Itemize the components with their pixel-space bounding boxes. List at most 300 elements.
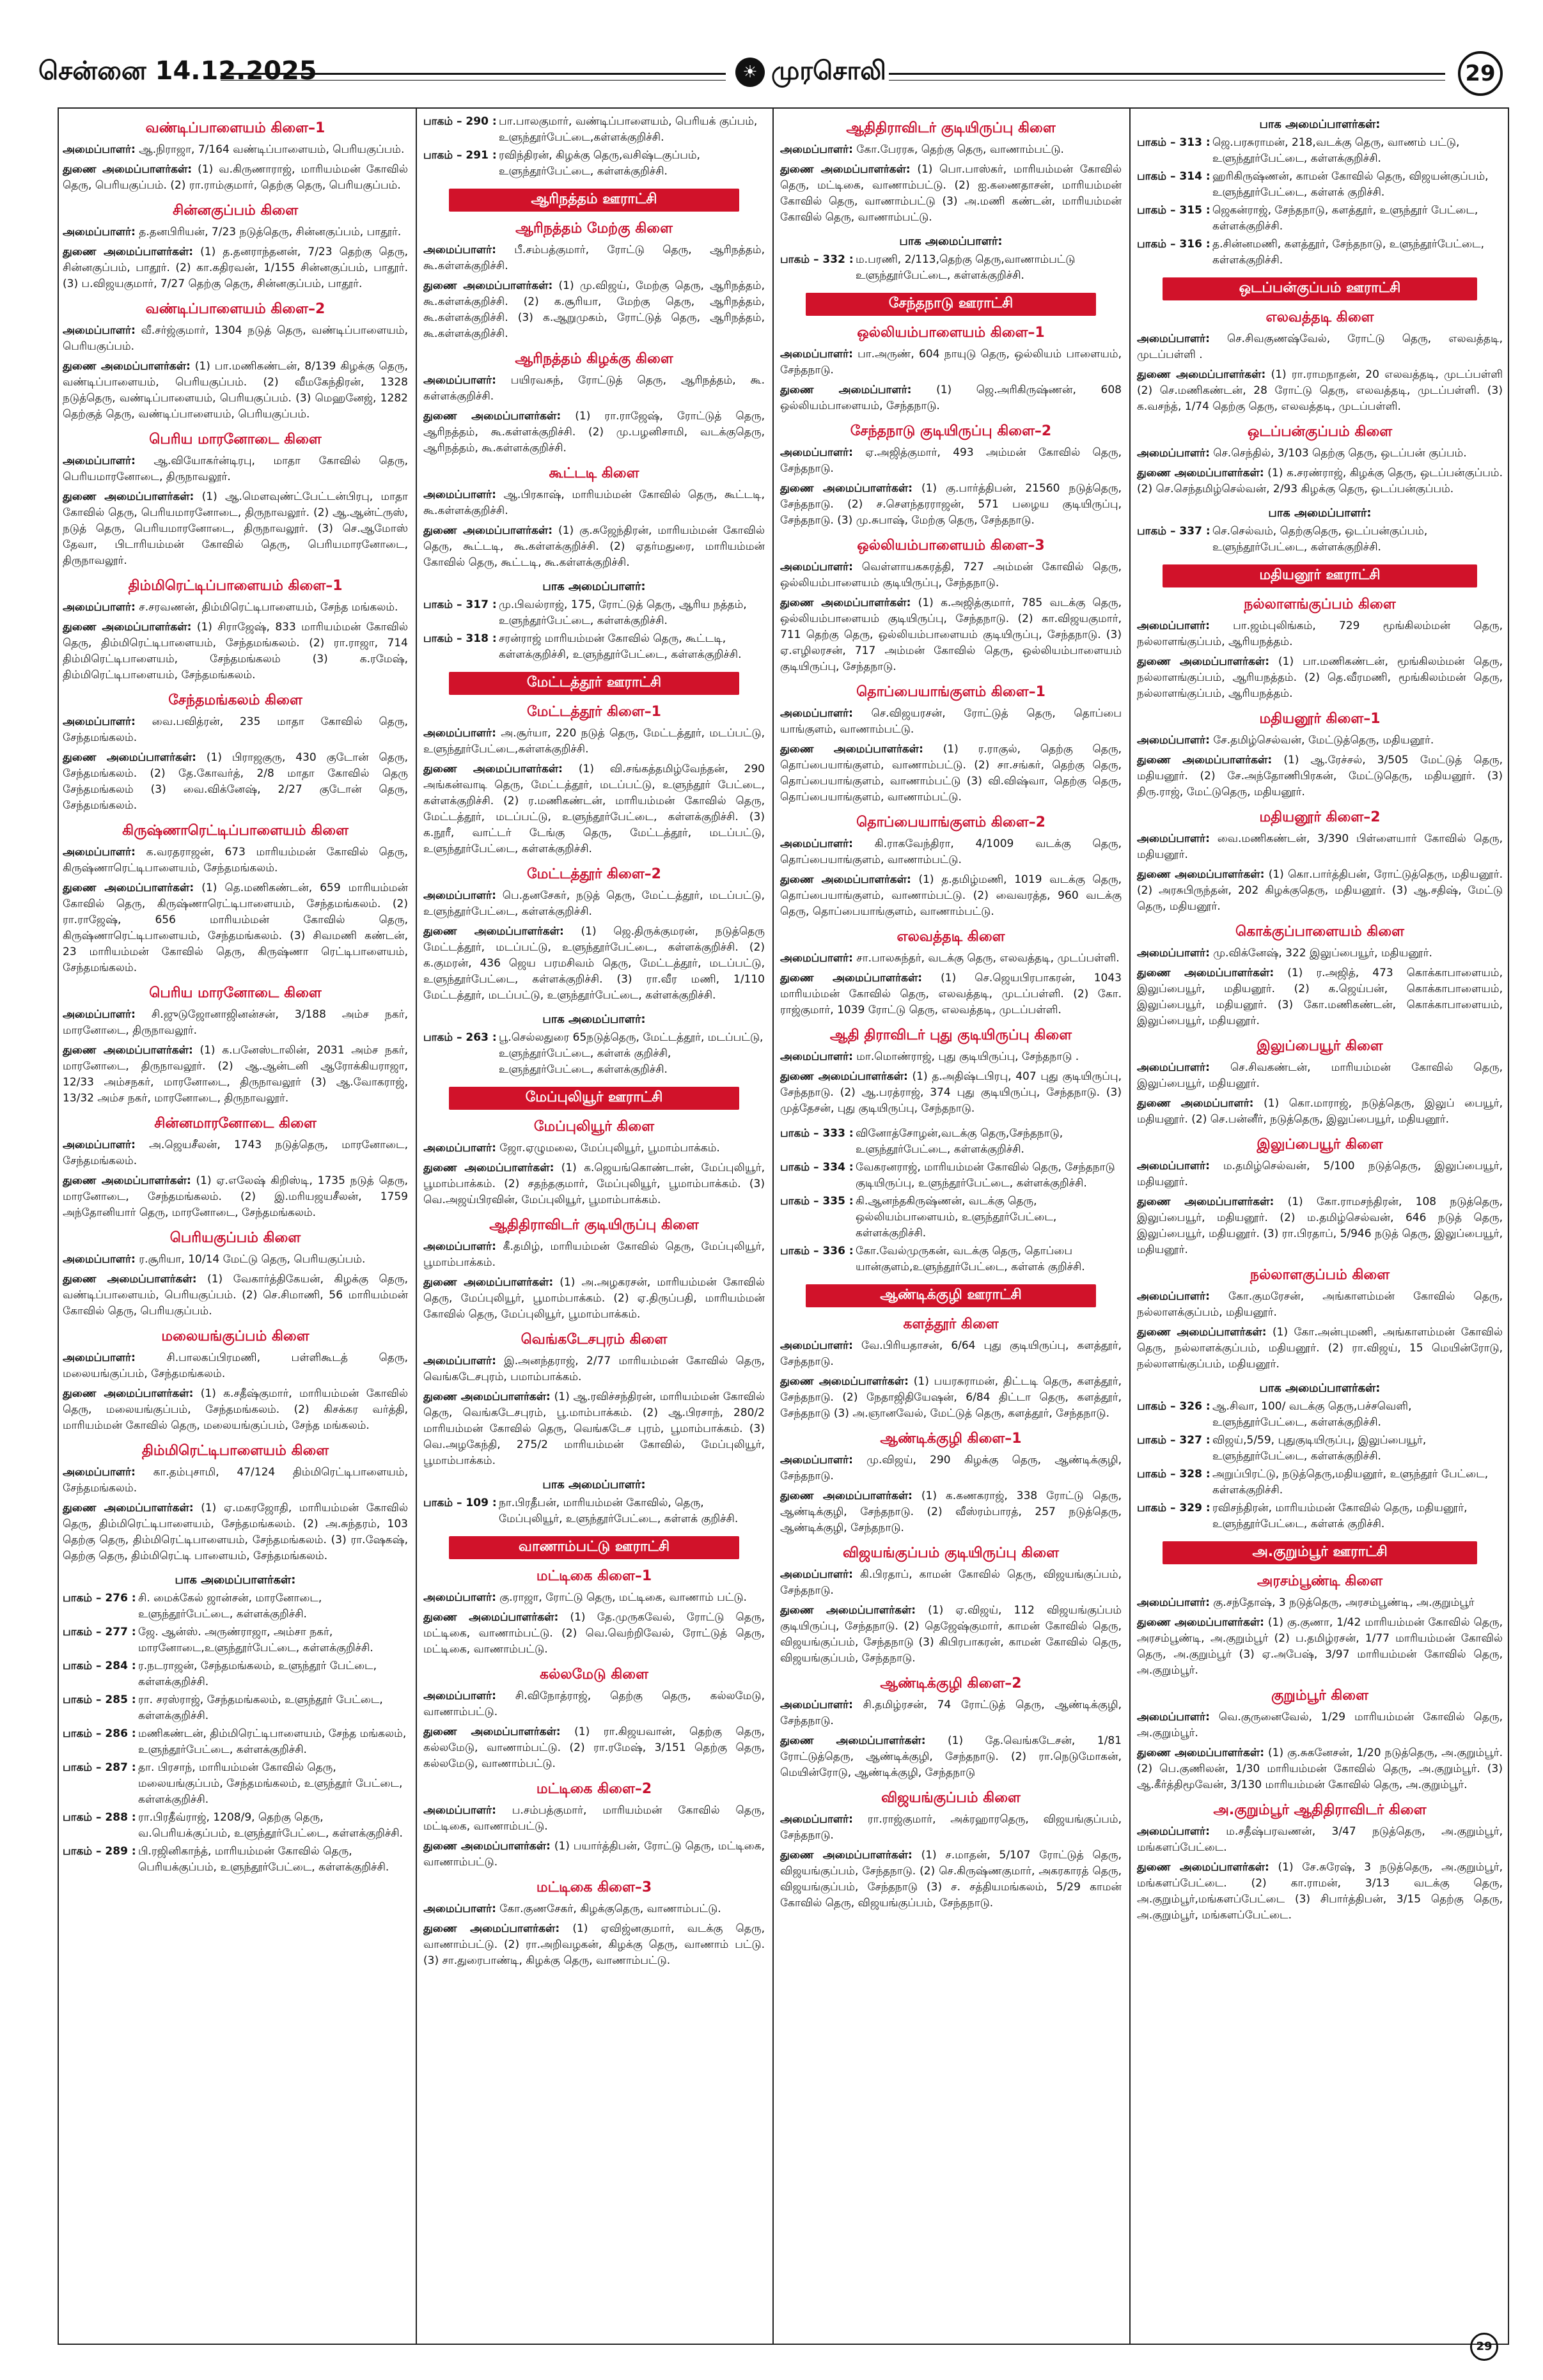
role-label: அமைப்பாளர்: [63, 1351, 136, 1364]
member-details: (1) தே.முருகவேல், ரோட்டு தெரு, மட்டிகை, வாணாம்பட்டு. (2) வெ.வெற்றிவேல், ரோட்டுத் தெரு, மட்டிகை, வாணாம்பட்டு. [423, 1611, 765, 1656]
member-details: (1) ரா.ராஜேஷ், ரோட்டுத் தெரு, ஆரிநத்தம், கூ.கள்ளக்குறிச்சி. (2) மு.பழனிசாமி, வடக்குதெரு, ஆரிநத்தம், கூ.கள்ளக்குறிச்சி. [423, 410, 765, 455]
branch-section [780, 684, 1122, 805]
office-bearer-entry [63, 489, 408, 569]
booth-row [63, 1760, 408, 1808]
office-bearer-entry [1137, 1158, 1503, 1190]
member-details: (1) பா.மணிகண்டன், 8/139 கிழக்கு தெரு, வண்டிப்பாளையம், பெரியகுப்பம். (2) வீமகேந்திரன், 1328 நடுத்தெரு, வண்டிப்பாளையம், பெரியகுப்பம். (3) மெஹனேஜ், 1282 தெற்குத் தெரு, வண்டிப்பாளையம், பெரியகுப்பம். [63, 360, 408, 421]
role-label: அமைப்பாளர்: [1137, 619, 1210, 632]
branch-section [423, 465, 765, 571]
page-number: 29 [1458, 51, 1503, 96]
office-bearer-entry [423, 1610, 765, 1658]
member-details: (1) ஜெ.அரிகிருஷ்ணன், 608 ஒல்லியம்பாளையம், சேந்தநாடு. [780, 384, 1122, 412]
office-bearer-entry [780, 445, 1122, 477]
booth-member: கோ.வேல்முருகன், வடக்கு தெரு, தொப்பை யான்குளம்,உளுந்தூர்பேட்டை, கள்ளக் குறிச்சி. [856, 1245, 1085, 1273]
branch-title: ஒல்லியம்பாளையம் கிளை–3 [857, 538, 1045, 554]
member-details: வெள்ளாயகசுரத்தி, 727 அம்மன் கோவில் தெரு, ஒல்லியம்பாளையம் குடியிருப்பு, சேந்தநாடு. [780, 561, 1122, 589]
branch-section [1137, 809, 1503, 915]
branch-section [423, 672, 765, 695]
booth-number: பாகம் – 316 : [1137, 238, 1210, 251]
branch-section [423, 1087, 765, 1110]
role-label: அமைப்பாளர்: [1137, 1711, 1210, 1723]
office-bearer-entry [423, 1921, 765, 1969]
member-details: ஜோ.ஏழுமலை, மேப்புலியூர், பூமாம்பாக்கம். [499, 1142, 720, 1155]
branch-title: ஆதிதிராவிடர் குடியிருப்பு கிளை [489, 1217, 699, 1233]
branch-section [1137, 1381, 1503, 1532]
member-details: (1) பயரசுராமன், திட்டடி தெரு, களத்தூர், சேந்தநாடு. (2) நேதாஜிதியேஷன், 6/84 திட்டா தெரு, களத்தூர், சேந்தநாடு (3) அ.ஞானவேல், மேட்டுத் தெரு, களத்தூர், சேந்தநாடு. [780, 1375, 1122, 1420]
role-label: துணை அமைப்பாளர்கள்: [780, 972, 923, 984]
role-label: அமைப்பாளர்: [1137, 447, 1210, 460]
booth-number: பாகம் – 332 : [780, 253, 854, 266]
branch-section [63, 203, 408, 292]
office-bearer-entry [63, 750, 408, 814]
member-details: (1) ர.அஜித், 473 கொக்காபாளையம், இலுப்பையூர், மதியனூர். (2) க.ஜெய்பன், கொக்காபாளையம், இலுப்பையூர், மதியனூர். (3) கோ.மணிகண்டன், கொக்காபாளையம், இலுப்பையூர், மதியனூர். [1137, 967, 1503, 1027]
role-label: அமைப்பாளர்: [780, 837, 853, 850]
office-bearer-entry [63, 142, 408, 158]
booth-row [780, 1126, 1122, 1158]
branch-section [1137, 118, 1503, 268]
branch-title: ஒல்லியம்பாளையம் கிளை–1 [857, 325, 1045, 341]
booth-number: பாகம் – 328 : [1137, 1468, 1210, 1481]
booth-number: பாகம் – 291 : [423, 149, 497, 162]
office-bearer-entry [423, 888, 765, 920]
office-bearer-entry [63, 1465, 408, 1497]
booth-member: பூ.செல்லதுரை 65நடுத்தெரு, மேட்டத்தூர், மடப்பட்டு, உளுந்தூர்பேட்டை, கள்ளக் குறிச்சி, உளுந்தூர்பேட்டை, கள்ளக்குறிச்சி. [499, 1031, 764, 1076]
member-details: செ.சிவகுணஷ்வேல், ரோட்டு தெரு, எலவத்தடி, முடப்பள்ளி . [1137, 332, 1503, 361]
member-details: (1) ஏ.விஜய், 112 விஜயங்குப்பம் குடியிருப்பு, சேந்தநாடு. (2) தெஜேஷ்குமார், காமன் கோவில் தெரு, விஜயங்குப்பம், சேந்தநாடு (3) கிபிரபாகரன், காமன் கோவில் தெரு, விஜயங்குப்பம், சேந்தநாடு. [780, 1604, 1122, 1665]
office-bearer-entry [63, 1350, 408, 1382]
member-details: (1) செ.ஜெயபிரபாகரன், 1043 மாரியம்மன் கோவில் தெரு, எலவத்தடி, முடப்பள்ளி. (2) கோ. ராஜ்குமார், 1039 ரோட்டு தெரு, எலவத்தடி, முடப்பள்ளி. [780, 972, 1122, 1016]
member-details: (1) கு.பார்த்திபன், 21560 நடுத்தெரு, சேந்தநாடு. (2) ச.செளந்தரராஜன், 571 பழைய குடியிருப்பு, சேந்தநாடு. (3) மு.சுபாஷ், மேற்கு தெரு, சேந்தநாடு. [780, 482, 1122, 527]
branch-title: விஜயங்குப்பம் குடியிருப்பு கிளை [842, 1545, 1060, 1561]
branch-section [63, 1328, 408, 1434]
booth-section-heading: பாக அமைப்பாளர்கள்: [175, 1573, 296, 1587]
branch-title: ஆண்டிக்குழி கிளை–1 [880, 1431, 1022, 1447]
branch-section [63, 985, 408, 1107]
role-label: துணை அமைப்பாளர்கள்: [780, 743, 923, 756]
branch-section [780, 1126, 1122, 1275]
role-label: துணை அமைப்பாளர்கள்: [1137, 368, 1266, 381]
office-bearer-entry [1137, 831, 1503, 863]
member-details: சி.பாலகப்பிரமணி, பள்ளிகூடத் தெரு, மலையங்குப்பம், சேந்தமங்கலம். [63, 1351, 408, 1380]
role-label: துணை அமைப்பாளர்கள்: [1137, 967, 1274, 979]
member-details: (1) த.அதிஷ்டபிரபு, 407 புது குடியிருப்பு, சேந்தநாடு. (2) ஆ.பரத்ராஜ், 374 புது குடியிருப்பு, சேந்தநாடு. (3) முத்தேசன், புது குடியிருப்பு, சேந்தநாடு. [780, 1070, 1122, 1115]
branch-title: கல்லமேடு கிளை [540, 1667, 648, 1683]
branch-section [63, 432, 408, 569]
office-bearer-entry [780, 1847, 1122, 1911]
office-bearer-entry [63, 1137, 408, 1169]
member-details: செ.விஜயரசன், ரோட்டுத் தெரு, தொப்பை யாங்குளம், வாணாம்பட்டு. [780, 707, 1122, 736]
booth-member: ரவிந்திரன், கிழக்கு தெரு,வசிஷ்டகுப்பம், உளுந்தூர்பேட்டை, கள்ளக்குறிச்சி. [499, 149, 700, 178]
booth-number: பாகம் – 289 : [63, 1845, 136, 1858]
booth-member: சரன்ராஜ் மாரியம்மன் கோவில் தெரு, கூட்டடி, கள்ளக்குறிச்சி, உளுந்தூர்பேட்டை, கள்ளக்குறிச்சி. [499, 632, 742, 661]
office-bearer-entry [1137, 1615, 1503, 1679]
office-bearer-entry [63, 224, 408, 240]
branch-section [1137, 1573, 1503, 1679]
role-label: அமைப்பாளர்: [1137, 1290, 1210, 1303]
booth-row [423, 1030, 765, 1078]
booth-number: பாகம் – 314 : [1137, 170, 1210, 183]
member-details: க.வரதராஜன், 673 மாரியம்மன் கோவில் தெரு, கிருஷ்ணாரெட்டிபாளையம், சேந்தமங்கலம். [63, 846, 408, 875]
member-details: சி.விநோத்ராஜ், தெற்கு தெரு, கல்லமேடு, வாணாம்பட்டு. [423, 1690, 765, 1718]
branch-section [423, 114, 765, 180]
branch-title: அரசம்பூண்டி கிளை [1257, 1573, 1383, 1589]
branch-title: மேட்டத்தூர் கிளை–1 [526, 704, 661, 720]
office-bearer-entry [63, 880, 408, 976]
office-bearer-entry [780, 872, 1122, 920]
member-details: (1) தெ.மணிகண்டன், 659 மாரியம்மன் கோவில் தெரு, கிருஷ்ணாரெட்டிபாளையம், சேந்தமங்கலம். (2) ரா.ராஜேஷ், 656 மாரியம்மன் கோவில் தெரு, கிருஷ்ணாரெட்டிபாளையம், சேந்தமங்கலம். (3) சிவமணி கண்டன், 23 மாரியம்மன் கோவில் தெரு, கிருஷ்ணா ரெட்டிபாளையம், சேந்தமங்கலம். [63, 882, 408, 974]
member-details: (1) கோ.ராமசந்திரன், 108 நடுத்தெரு, இலுப்பையூர், மதியனூர். (2) ம.தமிழ்செல்வன், 646 நடுத் தெரு, இலுப்பையூர், மதியனூர். (3) ரா.பிரதாப், 5/946 நடுத் தெரு, இலுப்பையூர், மதியனூர். [1137, 1195, 1503, 1256]
booth-number: பாகம் – 290 : [423, 115, 497, 128]
office-bearer-entry [1137, 618, 1503, 650]
branch-section [63, 1573, 408, 1876]
role-label: துணை அமைப்பாளர்: [780, 384, 912, 396]
member-details: (1) தே.வெங்கடேசன், 1/81 ரோட்டுத்தெரு, ஆண்டிக்குழி, சேந்தநாடு. (2) ரா.நெடுமோகன், மெயின்ரோடு, ஆண்டிக்குழி, சேந்தநாடு [780, 1734, 1122, 1779]
booth-row [1137, 524, 1503, 556]
role-label: துணை அமைப்பாளர்கள்: [423, 1922, 560, 1935]
member-details: (1) கொ.பார்த்திபன், ரோட்டுத்தெரு, மதியனூர். (2) அரசுபிருந்தன், 202 கிழக்குதெரு, மதியனூர். (3) ஆ.சதிஷ், மேட்டு தெரு, மதியனூர். [1137, 868, 1503, 913]
member-details: (1) க.ஜெயங்கொண்டான், மேப்புலியூர், பூமாம்பாக்கம். (2) சதந்தகுமார், மேப்புலியூர், பூமாம்பாக்கம். (3) வெ.அஜய்பிரவின், மேப்புலியூர், பூமாம்பாக்கம். [423, 1162, 765, 1206]
office-bearer-entry [780, 836, 1122, 868]
column-divider [1129, 107, 1131, 2345]
booth-section-heading: பாக அமைப்பாளர்: [1268, 506, 1372, 520]
panchayat-heading: ஆண்டிக்குழி ஊராட்சி [806, 1284, 1096, 1307]
booth-member: மு.பிவல்ராஜ், 175, ரோட்டுத் தெரு, ஆரிய நத்தம், உளுந்தூர்பேட்டை, கள்ளக்குறிச்சி. [499, 598, 747, 627]
branch-title: கிருஷ்ணாரெட்டிப்பாளையம் கிளை [122, 823, 349, 839]
paper-name [735, 56, 886, 89]
booth-row [1137, 203, 1503, 235]
branch-section [1137, 424, 1503, 497]
role-label: துணை அமைப்பாளர்கள்: [423, 1840, 551, 1853]
branch-title: வெங்கடேசபுரம் கிளை [521, 1332, 668, 1348]
column-1 [63, 114, 408, 2338]
booth-member: ர.நடராஜன், சேந்தமங்கலம், உளுந்தூர் பேட்டை, கள்ளக்குறிச்சி. [138, 1660, 377, 1688]
branch-section [63, 1116, 408, 1221]
role-label: துணை அமைப்பாளர்கள்: [780, 873, 911, 886]
office-bearer-entry [423, 1688, 765, 1720]
office-bearer-entry [63, 600, 408, 616]
branch-title: விஜயங்குப்பம் கிளை [881, 1790, 1021, 1806]
branch-title: கொக்குப்பாளையம் கிளை [1235, 924, 1404, 940]
branch-title: களத்தூர் கிளை [903, 1316, 999, 1332]
column-3 [780, 114, 1122, 2338]
role-label: துணை அமைப்பாளர்கள்: [780, 1489, 912, 1502]
role-label: அமைப்பாளர்: [423, 374, 496, 387]
member-details: கி.பிரதாப், காமன் கோவில் தெரு, விஜயங்குப்பம், சேந்தநாடு. [780, 1568, 1122, 1597]
branch-section [780, 423, 1122, 529]
office-bearer-entry [780, 970, 1122, 1018]
member-details: ப.சம்பத்குமார், மாரியம்மன் கோவில் தெரு, மட்டிகை, வாணாம்பட்டு. [423, 1804, 765, 1833]
role-label: துணை அமைப்பாளர்கள்: [780, 482, 913, 495]
booth-member: ஆ.சிவா, 100/ வடக்கு தெரு,பச்சவெளி, உளுந்தூர்பேட்டை, கள்ளக்குறிச்சி. [1212, 1400, 1412, 1429]
office-bearer-entry [780, 1069, 1122, 1117]
booth-section-heading: பாக அமைப்பாளர்: [899, 235, 1003, 248]
office-bearer-entry [780, 1812, 1122, 1844]
branch-section [780, 1316, 1122, 1422]
role-label: அமைப்பாளர்: [1137, 1825, 1210, 1838]
branch-section [423, 1217, 765, 1323]
office-bearer-entry [423, 1275, 765, 1323]
role-label: துணை அமைப்பாளர்கள்: [780, 1849, 912, 1862]
booth-number: பாகம் – 315 : [1137, 204, 1210, 217]
branch-section [63, 578, 408, 683]
role-label: அமைப்பாளர்: [423, 1902, 496, 1915]
member-details: வே.பிரியதாசன், 6/64 புது குடியிருப்பு, களத்தூர், சேந்தநாடு. [780, 1339, 1122, 1368]
office-bearer-entry [780, 1603, 1122, 1667]
role-label: அமைப்பாளர்: [1137, 1061, 1210, 1074]
branch-title: திம்மிரெட்டிப்பாளையம் கிளை–1 [128, 578, 343, 594]
member-details: கோ.குணசேகர், கிழக்குதெரு, வாணாம்பட்டு. [499, 1902, 721, 1915]
branch-section [423, 189, 765, 212]
member-details: (1) ச.மாதன், 5/107 ரோட்டுத் தெரு, விஜயங்குப்பம், சேந்தநாடு. (2) செ.கிருஷ்ணகுமார், அகரகாரத் தெரு, விஜயங்குப்பம், சேந்தநாடு (3) ச. சத்தியமங்கலம், 5/29 காமன் கோவில் தெரு, விஜயங்குப்பம், சேந்தநாடு. [780, 1849, 1122, 1909]
role-label: அமைப்பாளர்: [780, 446, 853, 459]
office-bearer-entry [780, 742, 1122, 805]
member-details: (1) ஆ.ரவிச்சந்திரன், மாரியம்மன் கோவில் தெரு, வெங்கடேசபுரம், பூ.மாம்பாக்கம். (2) ஆ.பிரசாந், 280/2 மாரியம்மன் கோவில் தெரு, வெங்கடேச புரம், பூமாம்பாக்கம். (3) வெ.அழகேந்தி, 275/2 மாரியம்மன் கோவில், மேப்புலியூர், பூமாம்பாக்கம். [423, 1390, 765, 1467]
member-details: (1) ர.ராகுல், தெற்கு தெரு, தொப்பையாங்குளம், வாணாம்பட்டு. (2) சா.சங்கர், தெற்கு தெரு, தொப்பையாங்குளம், வாணாம்பட்டு (3) வி.விஷ்வா, தெற்கு தெரு, தொப்பையாங்குளம், வாணாம்பட்டு. [780, 743, 1122, 804]
member-details: கீ.தமிழ், மாரியம்மன் கோவில் தெரு, மேப்புலியூர், பூமாம்பாக்கம். [423, 1240, 765, 1269]
role-label: அமைப்பாளர்: [1137, 1160, 1210, 1172]
member-details: (1) பிராஜகுரு, 430 குடோன் தெரு, சேந்தமங்கலம். (2) தே.கோவர்த், 2/8 மாதா கோவில் தெரு சேந்தமங்கலம் (3) வை.விக்னேஷ், 2/27 குடோன் தெரு, சேந்தமங்கலம். [63, 751, 408, 812]
booth-member: ரா.பிரதீவ்ராஜ், 1208/9, தெற்கு தெரு, வ.பெரியக்குப்பம், உளுந்தூர்பேட்டை, கள்ளக்குறிச்சி. [138, 1811, 403, 1840]
branch-section [780, 1676, 1122, 1781]
booth-row [423, 631, 765, 663]
office-bearer-entry [423, 242, 765, 274]
member-details: (1) ஏ.மகரஜோதி, மாரியம்மன் கோவில் தெரு, திம்மிரெட்டிபாளையம், சேந்தமங்கலம். (2) அ.சுந்தரம், 103 தெற்கு தெரு, திம்மிரெட்டிபாளையம், சேந்தமங்கலம். (3) ரா.ஷேகஷ், தெற்கு தெரு, திம்மிரெட்டி பாளையம், சேந்தமங்கலம். [63, 1502, 408, 1562]
role-label: அமைப்பாளர்: [63, 846, 136, 859]
booth-number: பாகம் – 288 : [63, 1811, 136, 1824]
booth-member: ஜெகன்ராஜ், சேந்தநாடு, களத்தூர், உளுந்தூர் பேட்டை, கள்ளக்குறிச்சி. [1212, 204, 1478, 233]
office-bearer-entry [423, 1901, 765, 1917]
member-details: வீ.சர்ஜ்குமார், 1304 நடுத் தெரு, வண்டிப்பாளையம், பெரியகுப்பம். [63, 324, 408, 353]
member-details: (1) கு.சுகனேசன், 1/20 நடுத்தெரு, அ.குறும்பூர். (2) பெ.குணிலன், 1/30 மாரியம்மன் கோவில் தெரு, அ.குறும்பூர். (3) ஆ.கீர்த்திமூவேன், 3/130 மாரியம்மன் கோவில் தெரு, அ.குறும்பூர். [1137, 1746, 1503, 1791]
office-bearer-entry [63, 619, 408, 683]
branch-section [780, 814, 1122, 920]
branch-title: வண்டிப்பாளையம் கிளை–2 [145, 301, 325, 317]
role-label: துணை அமைப்பாளர்கள்: [423, 1725, 561, 1738]
member-details: த.தனபிரியன், 7/23 நடுத்தெரு, சின்னகுப்பம், பாதூர். [139, 226, 402, 238]
member-details: (1) சே.சுரேஷ், 3 நடுத்தெரு, அ.குறும்பூர், மங்களப்பேட்டை. (2) கா.ராமன், 3/13 வடக்கு தெரு, அ.குறும்பூர்,மங்களப்பேட்டை (3) சிபார்த்திபன், 3/15 தெற்கு தெரு, அ.குறும்பூர், மங்களப்பேட்டை. [1137, 1861, 1503, 1922]
column-divider [416, 107, 417, 2345]
member-details: (1) வ.கிருணாராஜ், மாரியம்மன் கோவில் தெரு, பெரியகுப்பம். (2) ரா.ராம்குமார், தெற்கு தெரு, பெரியகுப்பம். [63, 163, 408, 192]
role-label: அமைப்பாளர்: [63, 1253, 136, 1266]
office-bearer-entry [1137, 1060, 1503, 1092]
role-label: துணை அமைப்பாளர்கள்: [423, 1162, 554, 1174]
booth-member: நா.பிரதீபன், மாரியம்மன் கோவில், தெரு, மேப்புலியூர், உளுந்தூர்பேட்டை, கள்ளக் குறிச்சி. [499, 1497, 739, 1525]
member-details: கு.சந்தோஷ், 3 நடுத்தெரு, அரசம்பூண்டி, அ.குறும்பூர் [1213, 1596, 1475, 1609]
panchayat-heading: ஆரிநத்தம் ஊராட்சி [449, 189, 739, 212]
booth-row [63, 1726, 408, 1758]
branch-title: எலவத்தடி கிளை [1265, 309, 1374, 325]
office-bearer-entry [63, 1007, 408, 1039]
office-bearer-entry [1137, 1745, 1503, 1793]
branch-section [1137, 564, 1503, 587]
branch-section [1137, 596, 1503, 702]
booth-member: வேகரனராஜ், மாரியம்மன் கோவில் தெரு, சேந்தநாடு குடியிருப்பு, உளுந்தூர்பேட்டை, கள்ளக்குறிச்சி. [856, 1161, 1115, 1190]
branch-section [423, 1478, 765, 1527]
member-details: ச.சரவணன், திம்மிரெட்டிபாளையம், சேந்த மங்கலம். [139, 601, 398, 614]
office-bearer-entry [63, 359, 408, 423]
branch-title: நல்லாளங்குப்பம் கிளை [1244, 596, 1396, 612]
role-label: துணை அமைப்பாளர்கள்: [63, 751, 196, 764]
role-label: துணை அமைப்பாளர்கள்: [423, 1276, 554, 1289]
booth-number: பாகம் – 326 : [1137, 1400, 1210, 1413]
member-details: சி.ஜுடுஜோனாஜினன்சன், 3/188 அம்ச நகர், மாரனோடை, திருநாவலூர். [63, 1008, 408, 1037]
member-details: (1) க.சரண்ராஜ், கிழக்கு தெரு, ஒடப்பன்குப்பம். (2) செ.செந்தமிழ்செல்வன், 2/93 கிழக்கு தெரு, ஒடப்பன்குப்பம். [1137, 467, 1503, 495]
member-details: (1) சிராஜேஷ், 833 மாரியம்மன் கோவில் தெரு, திம்மிரெட்டிபாளையம், சேந்தமங்கலம். (2) ரா.ராஜா, 714 திம்மிரெட்டிபாளையம், சேந்தமங்கலம் (3) க.ரமேஷ், திம்மிரெட்டிபாளையம், சேந்தமங்கலம். [63, 621, 408, 681]
booth-number: பாகம் – 327 : [1137, 1434, 1210, 1447]
branch-section [780, 1790, 1122, 1911]
booth-member: ரா. சரஸ்ராஜ், சேந்தமங்கலம், உளுந்தூர் பேட்டை, கள்ளக்குறிச்சி. [138, 1693, 383, 1722]
office-bearer-entry [63, 714, 408, 746]
branch-section [423, 580, 765, 663]
role-label: துணை அமைப்பாளர்கள்: [63, 1387, 194, 1400]
member-details: ம.தமிழ்செல்வன், 5/100 நடுத்தெரு, இலுப்பையூர், மதியனூர். [1137, 1160, 1503, 1188]
role-label: அமைப்பாளர்: [780, 952, 853, 965]
member-details: கு.ராஜா, ரோட்டு தெரு, மட்டிகை, வாணாம் பட்டு. [499, 1591, 747, 1604]
office-bearer-entry [63, 323, 408, 355]
branch-title: சின்னமாரனோடை கிளை [154, 1116, 317, 1132]
booth-number: பாகம் – 285 : [63, 1693, 136, 1706]
office-bearer-entry [423, 278, 765, 342]
column-divider [772, 107, 774, 2345]
office-bearer-entry [1137, 1860, 1503, 1924]
booth-member: ம.பரணி, 2/113,தெற்கு தெரு,வாணாம்பட்டு உளுந்தூர்பேட்டை, கள்ளக்குறிச்சி. [856, 253, 1076, 282]
office-bearer-entry [423, 1724, 765, 1772]
office-bearer-entry [423, 373, 765, 405]
member-details: (1) பயார்த்திபன், ரோட்டு தெரு, மட்டிகை, வாணாம்பட்டு. [423, 1840, 765, 1869]
branch-section [63, 692, 408, 814]
booth-section-heading: பாக அமைப்பாளர்கள்: [1259, 118, 1381, 131]
role-label: அமைப்பாளர்: [423, 488, 496, 501]
member-details: வை.மணிகண்டன், 3/390 பிள்ளையார் கோவில் தெரு, மதியனூர். [1137, 832, 1503, 861]
role-label: துணை அமைப்பாளர்கள்: [423, 1611, 559, 1624]
branch-section [423, 1667, 765, 1772]
member-details: (1) மு.விஜய், மேற்கு தெரு, ஆரிநத்தம், கூ.கள்ளக்குறிச்சி. (2) க.சூரியா, மேற்கு தெரு, ஆரிநத்தம், கூ.கள்ளக்குறிச்சி. (3) க.ஆறுமுகம், ரோட்டுத் தெரு, ஆரிநத்தம், கூ.கள்ளக்குறிச்சி. [423, 279, 765, 340]
role-label: துணை அமைப்பாளர்கள்: [63, 360, 191, 373]
booth-row [423, 1495, 765, 1527]
member-details: (1) வேகார்த்திகேயன், கிழக்கு தெரு, வண்டிப்பாளையம், பெரியகுப்பம். (2) செ.சிமாணி, 56 மாரியம்மன் கோவில் தெரு, பெரியகுப்பம். [63, 1273, 408, 1318]
branch-title: ஆரிநத்தம் கிழக்கு கிளை [515, 351, 673, 367]
office-bearer-entry [423, 1389, 765, 1469]
office-bearer-entry [423, 1590, 765, 1606]
role-label: அமைப்பாளர்: [1137, 1596, 1210, 1609]
branch-title: இலுப்பையூர் கிளை [1257, 1038, 1383, 1054]
role-label: அமைப்பாளர்: [780, 1568, 853, 1581]
office-bearer-entry [780, 1697, 1122, 1729]
branch-section [780, 120, 1122, 226]
role-label: துணை அமைப்பாளர்கள்: [1137, 655, 1270, 668]
role-label: துணை அமைப்பாளர்கள்: [423, 763, 563, 775]
office-bearer-entry [780, 1049, 1122, 1065]
member-details: (1) வி.சங்கத்தமிழ்வேந்தன், 290 அங்கன்வாடி தெரு, மேட்டத்தூர், மடப்பட்டு, உளுந்தூர் பேட்டை, கள்ளக்குறிச்சி. (2) ர.மணிகண்டன், மாரியம்மன் கோவில் தெரு, மேட்டத்தூர், மடப்பட்டு, உளுந்தூர்பேட்டை, கள்ளக்குறிச்சி. (3) க.நூரீ, வாட்டர் டேங்கு தெரு, மேட்டத்தூர், மடப்பட்டு, உளுந்தூர்பேட்டை, கள்ளக்குறிச்சி. [423, 763, 765, 855]
office-bearer-entry [1137, 446, 1503, 462]
member-details: (1) ஜெ.திருக்குமரன், நடுத்தெரு மேட்டத்தூர், மடப்பட்டு, உளுந்தூர்பேட்டை, கள்ளக்குறிச்சி. (2) க.குமரன், 436 ஜெய பரமசிவம் தெரு, மேட்டத்தூர், மடப்பட்டு, உளுந்தூர்பேட்டை, கள்ளக்குறிச்சி. (3) ரா.வீர மணி, 1/110 மேட்டத்தூர், மடப்பட்டு, உளுந்தூர்பேட்டை, கள்ளக்குறிச்சி. [423, 925, 765, 1002]
member-details: (1) த.தமிழ்மணி, 1019 வடக்கு தெரு, தொப்பையாங்குளம், வாணாம்பட்டு. (2) வைவரத்த, 960 வடக்கு தெரு, தொப்பையாங்குளம், வாணாம்பட்டு. [780, 873, 1122, 918]
booth-row [780, 252, 1122, 284]
role-label: அமைப்பாளர்: [780, 1050, 853, 1063]
member-details: பயிரவசுந், ரோட்டுத் தெரு, ஆரிநத்தம், கூ. கள்ளக்குறிச்சி. [423, 374, 765, 403]
role-label: அமைப்பாளர்: [423, 727, 496, 740]
role-label: அமைப்பாளர்: [63, 1139, 136, 1151]
office-bearer-entry [423, 761, 765, 857]
booth-member: ரவிசந்திரன், மாரியம்மன் கோவில் தெரு, மதியனூர், உளுந்தூர்பேட்டை, கள்ளக் குறிச்சி. [1212, 1502, 1468, 1530]
office-bearer-entry [1137, 1194, 1503, 1258]
member-details: ஏ.அஜித்குமார், 493 அம்மன் கோவில் தெரு, சேந்தநாடு. [780, 446, 1122, 475]
booth-number: பாகம் – 333 : [780, 1127, 854, 1140]
branch-section [423, 1119, 765, 1208]
branch-section [1137, 1688, 1503, 1793]
member-details: பா.அருண், 604 நாயுடு தெரு, ஒல்லியம் பாளையம், சேந்தநாடு. [780, 348, 1122, 377]
booth-number: பாகம் – 318 : [423, 632, 497, 645]
role-label: துணை அமைப்பாளர்கள்: [1137, 868, 1265, 881]
role-label: அமைப்பாளர்: [423, 1690, 496, 1702]
booth-number: பாகம் – 109 : [423, 1497, 497, 1509]
role-label: துணை அமைப்பாளர்கள்: [1137, 467, 1264, 479]
panchayat-heading: மேட்டத்தூர் ஊராட்சி [449, 672, 739, 695]
booth-number: பாகம் – 329 : [1137, 1502, 1210, 1514]
booth-section-heading: பாக அமைப்பாளர்: [542, 1013, 646, 1026]
booth-member: சி. மைக்கேல் ஜான்சன், மாரனோடை, உளுந்தூர்பேட்டை, கள்ளக்குறிச்சி. [138, 1592, 322, 1621]
role-label: துணை அமைப்பாளர்கள்: [423, 279, 553, 292]
booth-row [1137, 1500, 1503, 1532]
office-bearer-entry [423, 487, 765, 519]
role-label: துணை அமைப்பாளர்கள்: [1137, 754, 1273, 766]
member-details: வெ.குருனைவேல், 1/29 மாரியம்மன் கோவில் தெரு, அ.குறும்பூர். [1137, 1711, 1503, 1739]
booth-number: பாகம் – 287 : [63, 1761, 136, 1774]
booth-row [423, 114, 765, 146]
member-details: ஆ.வியோகர்ன்டிரபு, மாதா கோவில் தெரு, பெரியமாரனோடை, திருநாவலூர். [63, 455, 408, 483]
branch-section [1137, 309, 1503, 415]
branch-title: மேப்புலியூர் கிளை [533, 1119, 655, 1135]
booth-number: பாகம் – 336 : [780, 1245, 854, 1257]
role-label: துணை அமைப்பாளர்கள்: [423, 410, 561, 423]
role-label: துணை அமைப்பாளர்கள்: [63, 1502, 194, 1514]
role-label: அமைப்பாளர்: [423, 1240, 496, 1253]
role-label: துணை அமைப்பாளர்கள்: [63, 163, 192, 176]
member-details: அ.சூர்யா, 220 நடுத் தெரு, மேட்டத்தூர், மடப்பட்டு, உளுந்தூர்பேட்டை,கள்ளக்குறிச்சி. [423, 727, 765, 756]
branch-title: சேந்தநாடு குடியிருப்பு கிளை–2 [850, 423, 1052, 439]
booth-number: பாகம் – 263 : [423, 1031, 497, 1044]
member-details: (1) ஏவிஜ்னகுமார், வடக்கு தெரு, வாணாம்பட்டு. (2) ரா.அறிவழகன், கிழக்கு தெரு, வாணாம் பட்டு. (3) சா.துரைபாண்டி, கிழக்கு தெரு, வாணாம்பட்டு. [423, 1922, 765, 1967]
branch-section [63, 823, 408, 976]
office-bearer-entry [1137, 1595, 1503, 1611]
member-details: அ.ஜெயசீலன், 1743 நடுத்தெரு, மாரனோடை, சேந்தமங்கலம். [63, 1139, 408, 1167]
office-bearer-entry [780, 595, 1122, 675]
branch-title: இலுப்பையூர் கிளை [1257, 1137, 1383, 1153]
office-bearer-entry [1137, 752, 1503, 800]
branch-section [780, 929, 1122, 1018]
booth-member: த.சின்னமணி, களத்தூர், சேந்தநாடு, உளுந்தூர்பேட்டை, கள்ளக்குறிச்சி. [1212, 238, 1484, 267]
role-label: துணை அமைப்பாளர்கள்: [1137, 1861, 1269, 1874]
office-bearer-entry [63, 1252, 408, 1268]
role-label: துணை அமைப்பாளர்கள்: [63, 1174, 191, 1187]
office-bearer-entry [63, 1386, 408, 1434]
member-details: (1) ரா.ராமநாதன், 20 எலவத்தடி, முடப்பள்ளி (2) செ.மணிகண்டன், 28 ரோட்டு தெரு, எலவத்தடி, முடப்பள்ளி. (3) க.வசந்த், 1/74 தெற்கு தெரு, எலவத்தடி, முடப்பள்ளி. [1137, 368, 1503, 413]
booth-row [1137, 1433, 1503, 1465]
member-details: ஆ.நிராஜா, 7/164 வண்டிப்பாளையம், பெரியகுப்பம். [139, 143, 405, 156]
branch-title: கூட்டடி கிளை [549, 465, 639, 481]
role-label: துணை அமைப்பாளர்கள்: [63, 882, 194, 894]
booth-number: பாகம் – 335 : [780, 1195, 854, 1208]
member-details: (1) பொ.பாஸ்கர், மாரியம்மன் கோவில் தெரு, மட்டிகை, வாணாம்பட்டு. (2) ஐ.கணைதாசன், மாரியம்மன் கோவில் தெரு, வாணாம்பட்டு (3) அ.மணி கண்டன், மாரியம்மன் கோவில் தெரு, வாணாம்பட்டு. [780, 163, 1122, 224]
office-bearer-entry [1137, 1096, 1503, 1128]
office-bearer-entry [63, 453, 408, 485]
member-details: மு.விஜய், 290 கிழக்கு தெரு, ஆண்டிக்குழி, சேந்தநாடு. [780, 1454, 1122, 1482]
branch-section [780, 235, 1122, 284]
branch-title: பெரியகுப்பம் கிளை [169, 1230, 301, 1246]
panchayat-heading: ஒடப்பன்குப்பம் ஊராட்சி [1163, 277, 1477, 300]
branch-title: வண்டிப்பாளையம் கிளை–1 [145, 120, 325, 136]
column-2 [423, 114, 765, 2338]
